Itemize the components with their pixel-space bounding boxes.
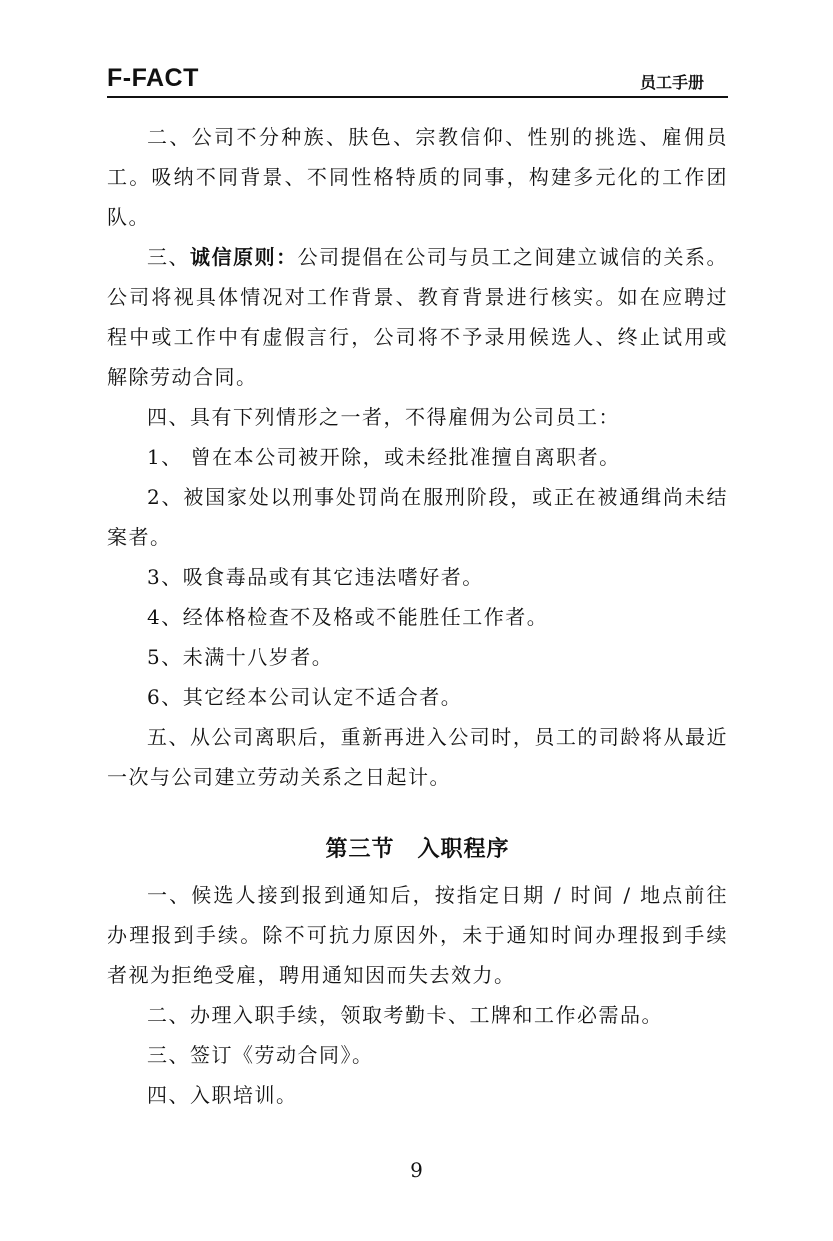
paragraph-onboarding: 二、办理入职手续，领取考勤卡、工牌和工作必需品。 xyxy=(147,1003,663,1027)
integrity-heading: 诚信原则： xyxy=(190,245,298,269)
list-item: 1、 曾在本公司被开除，或未经批准擅自离职者。 xyxy=(147,445,621,469)
integrity-prefix: 三、 xyxy=(147,245,191,269)
list-item: 6、其它经本公司认定不适合者。 xyxy=(147,685,463,709)
integrity-text: 公司提倡在公司与员工之间建立诚信的关系。公司将视具体情况对工作背景、教育背景进行核实。如在应聘过程中或工作中有虚假言行，公司将不予录用候选人、终止试用或解除劳动合同。 xyxy=(107,245,729,389)
paragraph-onboarding: 四、入职培训。 xyxy=(147,1083,298,1107)
list-item: 2、被国家处以刑事处罚尚在服刑阶段，或正在被通缉尚未结案者。 xyxy=(107,485,728,549)
paragraph-rehire: 五、从公司离职后，重新再进入公司时，员工的司龄将从最近一次与公司建立劳动关系之日起计。 xyxy=(107,725,728,789)
page-header xyxy=(107,62,728,98)
paragraph-onboarding: 一、候选人接到报到通知后，按指定日期 / 时间 / 地点前往办理报到手续。除不可抗力原因外，未于通知时间办理报到手续者视为拒绝受雇，聘用通知因而失去效力。 xyxy=(107,883,728,987)
list-item: 3、吸食毒品或有其它违法嗜好者。 xyxy=(147,565,484,589)
list-item: 4、经体格检查不及格或不能胜任工作者。 xyxy=(147,605,549,629)
paragraph-ineligible-intro: 四、具有下列情形之一者，不得雇佣为公司员工： xyxy=(147,405,620,429)
paragraph-diversity: 二、公司不分种族、肤色、宗教信仰、性别的挑选、雇佣员工。吸纳不同背景、不同性格特质的同事，构建多元化的工作团队。 xyxy=(107,125,728,229)
paragraph-onboarding: 三、签订《劳动合同》。 xyxy=(147,1043,374,1067)
list-item: 5、未满十八岁者。 xyxy=(147,645,334,669)
document-title: 员工手册 xyxy=(639,73,704,92)
paragraph-integrity xyxy=(107,237,728,397)
page-content xyxy=(107,117,728,1115)
section-title: 第三节 入职程序 xyxy=(325,836,510,862)
company-logo: F-FACT xyxy=(107,64,199,92)
page-number: 9 xyxy=(410,1158,423,1182)
